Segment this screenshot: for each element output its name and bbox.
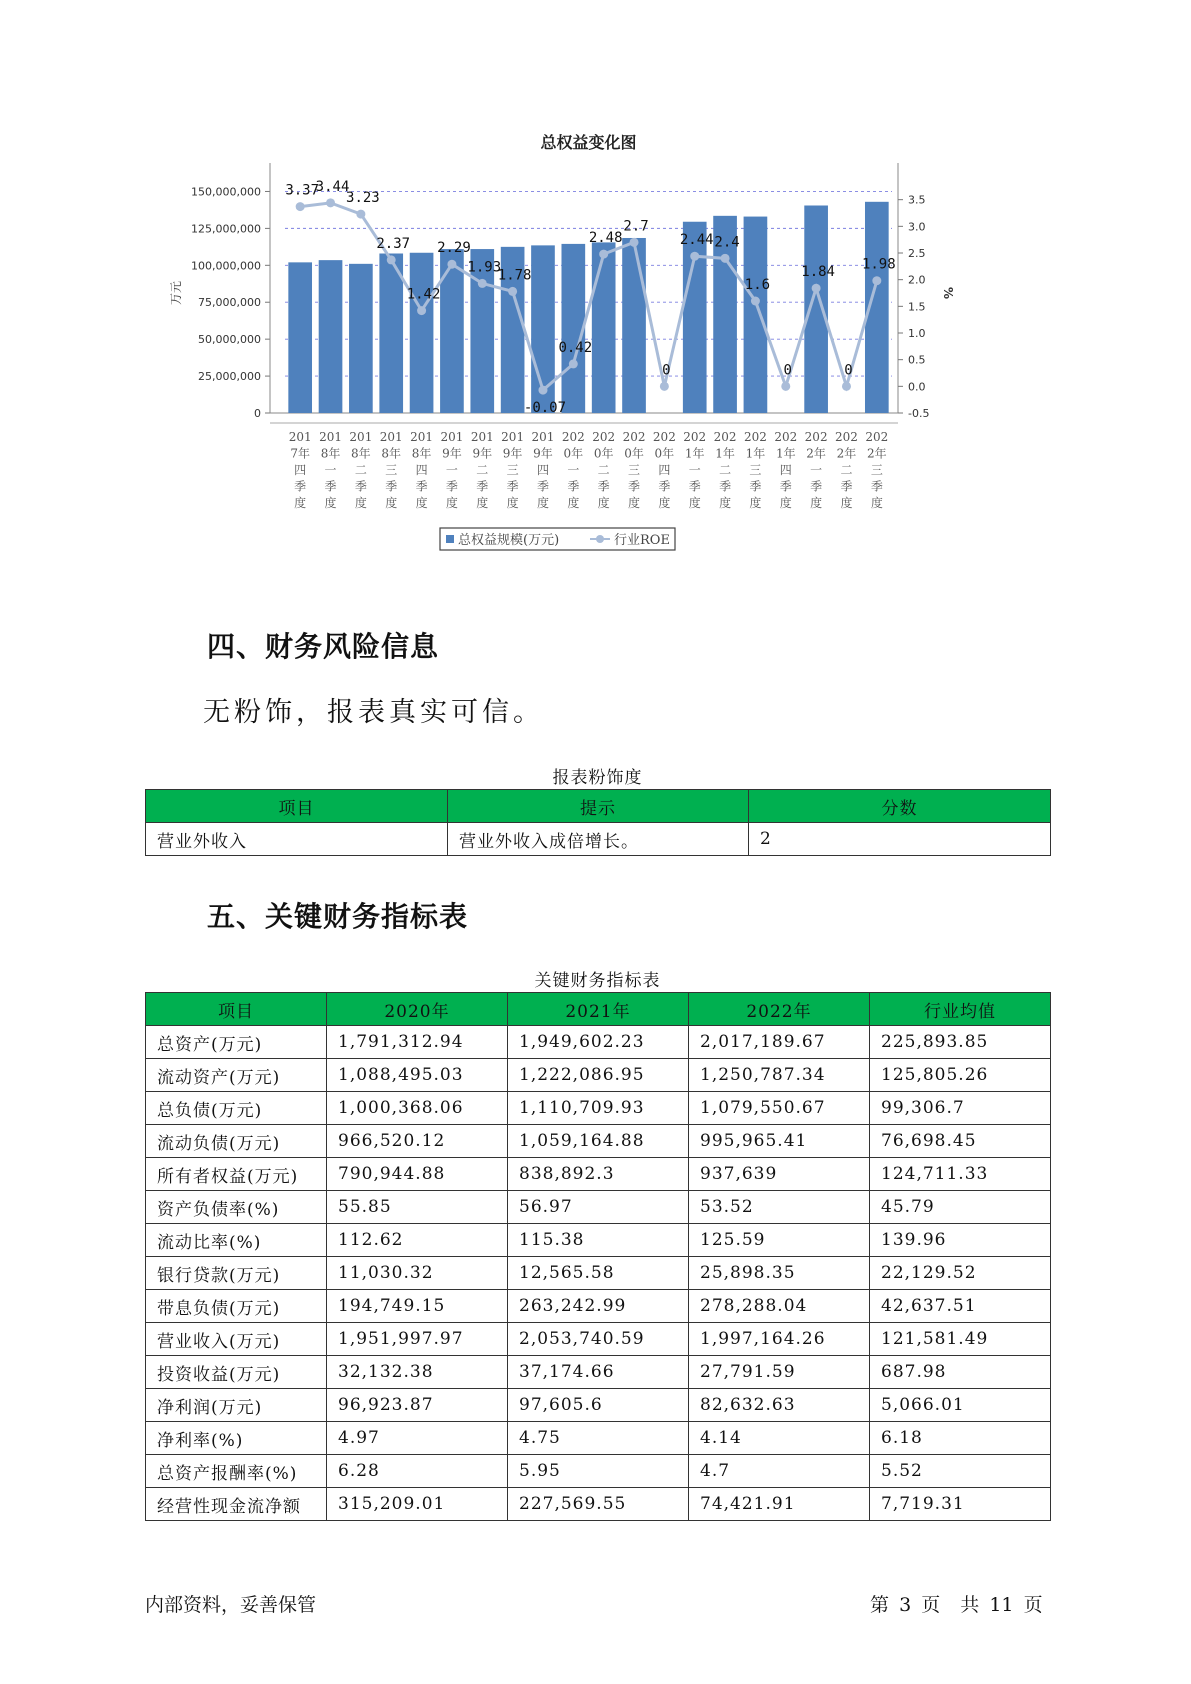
x-tick-label: 202	[713, 430, 737, 444]
kpi-cell-value: 125,805.26	[870, 1059, 1051, 1092]
roe-data-label: 3.23	[346, 190, 380, 207]
risk-cell-item: 营业外收入	[146, 823, 448, 856]
roe-point	[569, 359, 578, 368]
y2-axis-title: %	[941, 286, 955, 300]
x-tick-label: 202	[652, 430, 676, 444]
kpi-cell-value: 5.52	[870, 1455, 1051, 1488]
x-tick-label: 8年	[320, 446, 341, 461]
x-tick-label: 季	[749, 479, 762, 494]
x-tick-label: 三	[385, 463, 398, 477]
x-tick-label: 度	[415, 496, 428, 510]
kpi-table	[145, 992, 1051, 1521]
roe-point	[326, 198, 335, 207]
footer-page-total: 11	[989, 1594, 1014, 1616]
kpi-cell-item: 净利润(万元)	[146, 1389, 327, 1422]
equity-bar	[379, 253, 403, 413]
kpi-cell-value: 1,997,164.26	[689, 1323, 870, 1356]
kpi-cell-value: 4.7	[689, 1455, 870, 1488]
x-tick-label: 0年	[593, 446, 614, 461]
x-tick-label: 季	[597, 479, 610, 494]
kpi-cell-value: 27,791.59	[689, 1356, 870, 1389]
kpi-cell-item: 所有者权益(万元)	[146, 1158, 327, 1191]
legend-line-marker	[596, 535, 604, 543]
kpi-cell-value: 966,520.12	[327, 1125, 508, 1158]
x-tick-label: 度	[506, 496, 519, 510]
roe-point	[842, 382, 851, 391]
x-tick-label: 季	[445, 479, 458, 494]
y-tick-label: 0	[254, 407, 261, 420]
kpi-cell-value: 838,892.3	[508, 1158, 689, 1191]
roe-point	[660, 382, 669, 391]
x-tick-label: 1年	[684, 446, 705, 461]
x-tick-label: 度	[567, 496, 580, 510]
x-tick-label: 三	[628, 463, 641, 477]
equity-chart	[150, 130, 1050, 600]
x-tick-label: 201	[440, 430, 464, 444]
kpi-cell-value: 1,059,164.88	[508, 1125, 689, 1158]
x-tick-label: 二	[476, 463, 489, 477]
equity-bar	[288, 262, 312, 413]
x-tick-label: 0年	[563, 446, 584, 461]
kpi-cell-item: 营业收入(万元)	[146, 1323, 327, 1356]
roe-data-label: 2.44	[679, 232, 714, 249]
table-row	[146, 1290, 1051, 1323]
kpi-cell-value: 5.95	[508, 1455, 689, 1488]
y2-tick-label: 1.5	[908, 300, 926, 314]
kpi-table-caption: 关键财务指标表	[534, 971, 661, 991]
x-tick-label: 8年	[381, 446, 402, 461]
x-tick-label: 202	[743, 430, 767, 444]
legend-bar-swatch	[446, 535, 454, 543]
x-tick-label: 度	[597, 496, 610, 510]
x-tick-label: 四	[415, 463, 428, 477]
x-tick-label: 度	[719, 496, 732, 510]
x-tick-label: 三	[506, 463, 519, 477]
x-tick-label: 一	[445, 463, 458, 477]
x-tick-label: 201	[379, 430, 403, 444]
x-tick-label: 度	[870, 496, 883, 510]
kpi-table-body	[146, 1026, 1051, 1521]
risk-table-header-row	[146, 790, 1051, 823]
table-row	[146, 1191, 1051, 1224]
table-row	[146, 1026, 1051, 1059]
roe-point	[721, 254, 730, 263]
x-tick-label: 一	[688, 463, 701, 477]
x-tick-label: 四	[779, 463, 792, 477]
x-tick-label: 7年	[290, 446, 310, 461]
kpi-cell-value: 315,209.01	[327, 1488, 508, 1521]
y2-tick-label: 0.0	[908, 380, 926, 394]
x-tick-label: 季	[658, 479, 671, 494]
x-tick-label: 9年	[502, 446, 523, 461]
x-tick-label: 202	[622, 430, 646, 444]
x-tick-label: 季	[840, 479, 853, 494]
roe-data-label: 1.98	[861, 256, 896, 273]
y2-tick-label: 3.0	[908, 220, 926, 234]
x-tick-label: 度	[749, 496, 762, 510]
roe-point	[630, 238, 639, 247]
x-tick-label: 0年	[654, 446, 675, 461]
x-tick-label: 202	[592, 430, 616, 444]
x-tick-label: 201	[531, 430, 555, 444]
x-tick-label: 四	[536, 463, 549, 477]
risk-header-hint: 提示	[448, 790, 749, 823]
x-tick-label: 度	[779, 496, 792, 510]
x-tick-label: 度	[658, 496, 671, 510]
x-tick-label: 季	[810, 479, 823, 494]
table-row	[146, 1059, 1051, 1092]
equity-bar	[622, 238, 646, 413]
roe-data-label: 1.78	[497, 267, 532, 284]
y2-tick-label: 2.5	[908, 247, 926, 260]
footer-page-prefix: 第	[870, 1594, 890, 1616]
roe-data-label: -0.07	[523, 400, 567, 417]
roe-data-label: 3.37	[285, 182, 320, 199]
x-tick-label: 季	[415, 479, 428, 494]
kpi-cell-value: 115.38	[508, 1224, 689, 1257]
equity-bar	[410, 253, 434, 413]
y-tick-label: 100,000,000	[191, 259, 261, 273]
x-tick-label: 季	[354, 479, 367, 494]
roe-data-label: 1.93	[467, 259, 502, 276]
x-tick-label: 201	[288, 430, 312, 444]
equity-bar	[319, 260, 343, 413]
x-tick-label: 8年	[351, 446, 371, 461]
kpi-cell-value: 125.59	[689, 1224, 870, 1257]
roe-data-label: 0	[662, 362, 671, 379]
legend-bar-label: 总权益规模(万元)	[458, 533, 560, 548]
kpi-cell-item: 流动资产(万元)	[146, 1059, 327, 1092]
kpi-cell-value: 790,944.88	[327, 1158, 508, 1191]
x-tick-label: 季	[567, 479, 580, 494]
x-tick-label: 二	[354, 463, 367, 477]
x-tick-label: 季	[779, 479, 792, 494]
x-tick-label: 季	[294, 479, 307, 494]
x-tick-label: 季	[506, 479, 519, 494]
x-tick-label: 四	[294, 463, 307, 477]
kpi-cell-value: 7,719.31	[870, 1488, 1051, 1521]
kpi-cell-value: 4.75	[508, 1422, 689, 1455]
x-tick-label: 度	[445, 496, 458, 510]
kpi-cell-item: 带息负债(万元)	[146, 1290, 327, 1323]
kpi-header-2022: 2022年	[689, 993, 870, 1026]
x-tick-label: 度	[476, 496, 489, 510]
x-tick-label: 度	[354, 496, 367, 510]
x-tick-label: 9年	[472, 446, 493, 461]
x-tick-label: 季	[476, 479, 489, 494]
x-tick-label: 9年	[442, 446, 462, 461]
kpi-cell-value: 4.14	[689, 1422, 870, 1455]
roe-data-label: 2.48	[588, 230, 623, 247]
x-tick-label: 季	[536, 479, 549, 494]
kpi-cell-value: 1,110,709.93	[508, 1092, 689, 1125]
x-tick-label: 201	[470, 430, 494, 444]
kpi-cell-item: 流动比率(%)	[146, 1224, 327, 1257]
x-tick-label: 季	[719, 479, 732, 494]
roe-point	[417, 306, 426, 315]
kpi-cell-value: 2,017,189.67	[689, 1026, 870, 1059]
kpi-cell-value: 112.62	[327, 1224, 508, 1257]
kpi-cell-value: 995,965.41	[689, 1125, 870, 1158]
x-tick-label: 201	[319, 430, 342, 444]
kpi-cell-value: 1,951,997.97	[327, 1323, 508, 1356]
kpi-cell-value: 2,053,740.59	[508, 1323, 689, 1356]
kpi-cell-item: 净利率(%)	[146, 1422, 327, 1455]
footer-page-number	[870, 1590, 1047, 1617]
x-tick-label: 四	[658, 463, 671, 477]
kpi-cell-value: 6.28	[327, 1455, 508, 1488]
x-tick-label: 202	[774, 430, 798, 444]
risk-table-caption: 报表粉饰度	[552, 768, 643, 788]
x-tick-label: 202	[683, 430, 707, 444]
roe-data-label: 1.42	[406, 286, 441, 303]
table-row	[146, 1158, 1051, 1191]
kpi-cell-value: 99,306.7	[870, 1092, 1051, 1125]
footer-total-prefix: 共	[960, 1594, 980, 1616]
kpi-cell-value: 76,698.45	[870, 1125, 1051, 1158]
risk-table	[145, 789, 1051, 856]
x-tick-label: 季	[628, 479, 641, 494]
kpi-cell-item: 资产负债率(%)	[146, 1191, 327, 1224]
x-tick-label: 二	[597, 463, 610, 477]
roe-point	[356, 210, 365, 219]
roe-data-label: 1.84	[801, 264, 835, 281]
kpi-cell-value: 278,288.04	[689, 1290, 870, 1323]
equity-bar	[804, 205, 828, 413]
equity-chart-svg	[150, 130, 1050, 600]
kpi-cell-value: 11,030.32	[327, 1257, 508, 1290]
table-row	[146, 1257, 1051, 1290]
kpi-cell-value: 1,222,086.95	[508, 1059, 689, 1092]
kpi-cell-item: 总负债(万元)	[146, 1092, 327, 1125]
y2-tick-label: 3.5	[908, 193, 926, 207]
legend-line-label: 行业ROE	[614, 533, 670, 548]
x-tick-label: 三	[749, 463, 762, 477]
y-axis-title: 万元	[169, 280, 183, 306]
kpi-cell-value: 22,129.52	[870, 1257, 1051, 1290]
x-tick-label: 201	[501, 430, 525, 444]
equity-bar	[349, 264, 373, 413]
roe-data-label: 1.6	[744, 277, 771, 293]
roe-data-label: 2.29	[437, 240, 471, 257]
x-tick-label: 季	[688, 479, 701, 494]
equity-bar	[744, 217, 771, 413]
table-row	[146, 823, 1051, 856]
kpi-cell-value: 82,632.63	[689, 1389, 870, 1422]
kpi-header-industry-avg: 行业均值	[870, 993, 1051, 1026]
risk-cell-hint: 营业外收入成倍增长。	[448, 823, 749, 856]
x-tick-label: 8年	[411, 446, 432, 461]
kpi-cell-value: 5,066.01	[870, 1389, 1051, 1422]
roe-point	[690, 252, 699, 261]
roe-data-label: 0	[783, 362, 792, 379]
x-tick-label: 三	[870, 463, 883, 477]
table-row	[146, 1224, 1051, 1257]
roe-data-label: 0	[844, 362, 853, 379]
roe-point	[296, 202, 305, 211]
kpi-cell-value: 225,893.85	[870, 1026, 1051, 1059]
x-tick-label: 季	[385, 479, 398, 494]
footer-confidential: 内部资料，妥善保管	[145, 1594, 317, 1616]
x-tick-label: 度	[385, 496, 398, 510]
kpi-cell-value: 74,421.91	[689, 1488, 870, 1521]
x-tick-label: 度	[294, 496, 307, 510]
x-tick-label: 度	[628, 496, 641, 510]
kpi-cell-value: 12,565.58	[508, 1257, 689, 1290]
kpi-cell-value: 1,088,495.03	[327, 1059, 508, 1092]
table-row	[146, 1422, 1051, 1455]
y-tick-label: 50,000,000	[198, 333, 261, 347]
kpi-cell-value: 96,923.87	[327, 1389, 508, 1422]
kpi-cell-item: 经营性现金流净额	[146, 1488, 327, 1521]
x-tick-label: 202	[804, 430, 828, 444]
x-tick-label: 季	[870, 479, 883, 494]
kpi-cell-value: 45.79	[870, 1191, 1051, 1224]
risk-cell-score: 2	[749, 823, 1051, 856]
roe-point	[538, 386, 547, 395]
kpi-header-2020: 2020年	[327, 993, 508, 1026]
equity-bar	[440, 249, 464, 413]
kpi-cell-item: 投资收益(万元)	[146, 1356, 327, 1389]
equity-bar	[592, 242, 616, 413]
kpi-cell-value: 1,250,787.34	[689, 1059, 870, 1092]
x-tick-label: 度	[324, 496, 337, 510]
y-tick-label: 125,000,000	[191, 222, 261, 236]
kpi-cell-value: 32,132.38	[327, 1356, 508, 1389]
roe-point	[812, 284, 821, 293]
table-row	[146, 1389, 1051, 1422]
x-tick-label: 1年	[745, 446, 766, 461]
y-tick-label: 75,000,000	[198, 296, 261, 310]
kpi-cell-value: 97,605.6	[508, 1389, 689, 1422]
kpi-cell-item: 银行贷款(万元)	[146, 1257, 327, 1290]
roe-data-label: 2.7	[623, 218, 649, 235]
kpi-cell-item: 流动负债(万元)	[146, 1125, 327, 1158]
kpi-cell-value: 4.97	[327, 1422, 508, 1455]
x-tick-label: 一	[324, 463, 337, 477]
roe-point	[508, 287, 517, 296]
table-row	[146, 1488, 1051, 1521]
roe-point	[872, 276, 881, 285]
roe-data-label: 2.37	[376, 235, 411, 252]
y2-tick-label: -0.5	[908, 407, 930, 420]
kpi-cell-value: 1,791,312.94	[327, 1026, 508, 1059]
kpi-cell-value: 6.18	[870, 1422, 1051, 1455]
roe-point	[447, 260, 456, 269]
kpi-table-header-row	[146, 993, 1051, 1026]
kpi-cell-value: 1,079,550.67	[689, 1092, 870, 1125]
kpi-cell-value: 56.97	[508, 1191, 689, 1224]
x-tick-label: 度	[688, 496, 701, 510]
table-row	[146, 1125, 1051, 1158]
kpi-cell-value: 227,569.55	[508, 1488, 689, 1521]
section4-text: 无粉饰，报表真实可信。	[203, 697, 544, 728]
x-tick-label: 度	[536, 496, 549, 510]
x-tick-label: 一	[810, 463, 823, 477]
footer-page-current: 3	[899, 1594, 912, 1616]
x-tick-label: 202	[865, 430, 889, 444]
kpi-cell-value: 121,581.49	[870, 1323, 1051, 1356]
kpi-cell-value: 25,898.35	[689, 1257, 870, 1290]
kpi-header-2021: 2021年	[508, 993, 689, 1026]
x-tick-label: 二	[840, 463, 853, 477]
kpi-cell-value: 194,749.15	[327, 1290, 508, 1323]
x-tick-label: 2年	[806, 446, 826, 461]
x-tick-label: 202	[835, 430, 858, 444]
equity-bar	[683, 222, 707, 413]
x-tick-label: 季	[324, 479, 337, 494]
x-tick-label: 二	[719, 463, 732, 477]
x-tick-label: 2年	[867, 446, 887, 461]
x-tick-label: 1年	[715, 446, 735, 461]
table-row	[146, 1323, 1051, 1356]
kpi-cell-value: 42,637.51	[870, 1290, 1051, 1323]
kpi-cell-value: 937,639	[689, 1158, 870, 1191]
y-tick-label: 150,000,000	[191, 185, 261, 199]
roe-data-label: 2.4	[714, 234, 740, 251]
y-tick-label: 25,000,000	[198, 370, 261, 384]
y2-tick-label: 1.0	[908, 327, 926, 340]
kpi-cell-item: 总资产报酬率(%)	[146, 1455, 327, 1488]
section5-heading: 五、关键财务指标表	[207, 900, 469, 933]
x-tick-label: 201	[349, 430, 373, 444]
x-tick-label: 9年	[533, 446, 553, 461]
kpi-cell-value: 139.96	[870, 1224, 1051, 1257]
x-tick-label: 度	[810, 496, 823, 510]
kpi-cell-value: 53.52	[689, 1191, 870, 1224]
table-row	[146, 1356, 1051, 1389]
table-row	[146, 1092, 1051, 1125]
kpi-cell-value: 1,000,368.06	[327, 1092, 508, 1125]
kpi-cell-value: 1,949,602.23	[508, 1026, 689, 1059]
roe-point	[781, 382, 790, 391]
kpi-cell-value: 687.98	[870, 1356, 1051, 1389]
x-tick-label: 度	[840, 496, 853, 510]
roe-point	[751, 297, 760, 306]
risk-header-score: 分数	[749, 790, 1051, 823]
x-tick-label: 2年	[836, 446, 857, 461]
chart-title: 总权益变化图	[540, 133, 637, 152]
y2-tick-label: 0.5	[908, 353, 926, 367]
y2-tick-label: 2.0	[908, 273, 926, 287]
x-tick-label: 一	[567, 463, 580, 477]
risk-header-item: 项目	[146, 790, 448, 823]
footer-page-unit: 页	[921, 1594, 941, 1616]
x-tick-label: 202	[561, 430, 585, 444]
x-tick-label: 0年	[624, 446, 644, 461]
kpi-cell-value: 124,711.33	[870, 1158, 1051, 1191]
section4-heading: 四、财务风险信息	[207, 630, 440, 663]
roe-data-label: 0.42	[558, 339, 593, 356]
x-tick-label: 1年	[775, 446, 796, 461]
kpi-cell-value: 55.85	[327, 1191, 508, 1224]
roe-point	[599, 250, 608, 259]
kpi-header-item: 项目	[146, 993, 327, 1026]
kpi-cell-value: 263,242.99	[508, 1290, 689, 1323]
kpi-cell-value: 37,174.66	[508, 1356, 689, 1389]
roe-data-label: 3.44	[315, 178, 350, 195]
footer-total-unit: 页	[1023, 1594, 1043, 1616]
x-tick-label: 201	[410, 430, 434, 444]
roe-point	[387, 255, 396, 264]
kpi-cell-item: 总资产(万元)	[146, 1026, 327, 1059]
table-row	[146, 1455, 1051, 1488]
roe-point	[478, 279, 487, 288]
